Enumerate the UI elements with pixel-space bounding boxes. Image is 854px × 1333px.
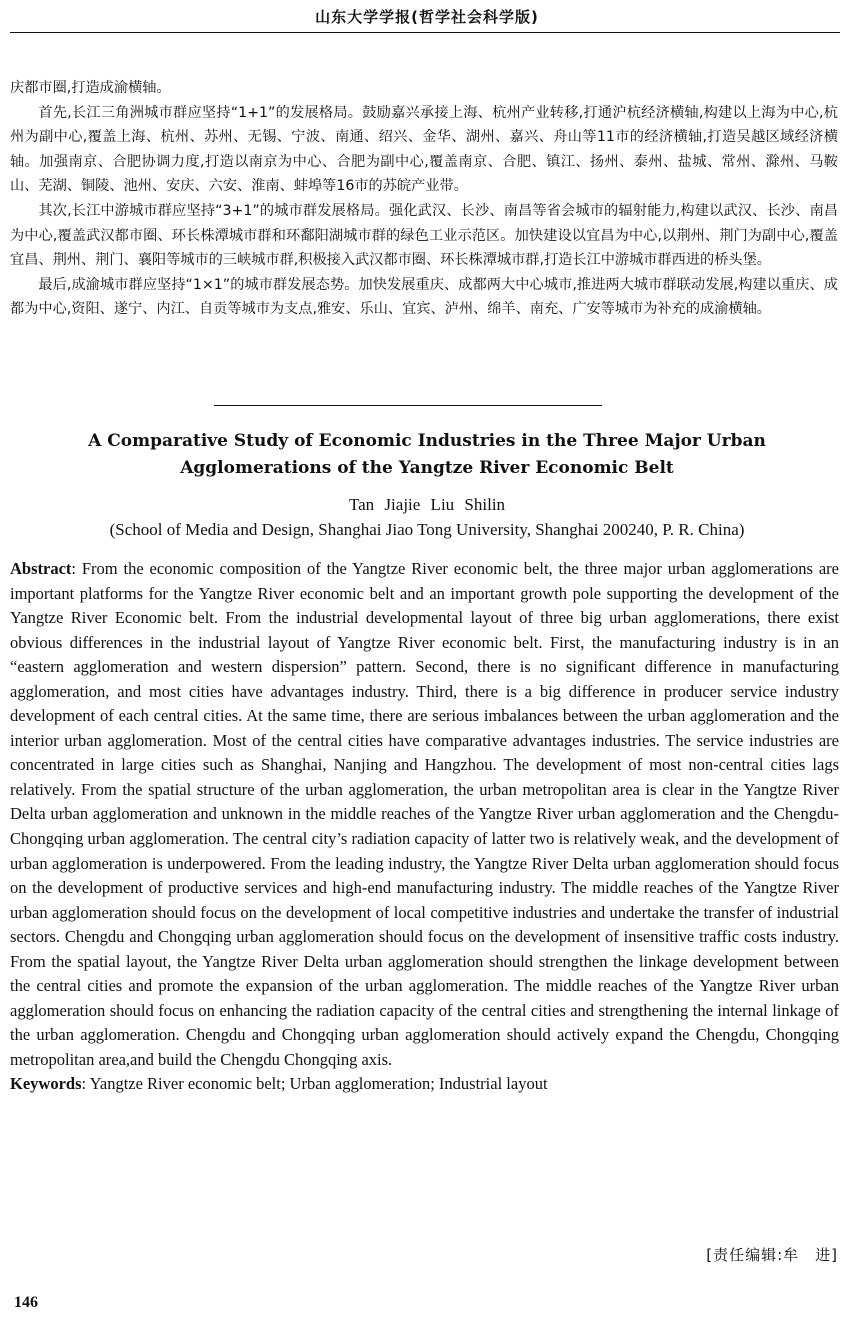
- keywords-text: Yangtze River economic belt; Urban agglomeration; Industrial layout: [89, 1074, 548, 1094]
- english-title-line-1: A Comparative Study of Economic Industries in the Three Major Urban: [88, 431, 766, 451]
- paragraph-yangtze-delta: 首先,长江三角洲城市群应坚持“1+1”的发展格局。鼓励嘉兴承接上海、杭州产业转移,打通沪杭经济横轴,构建以上海为中心,杭州为副中心,覆盖上海、杭州、苏州、无锡、宁波、南通、绍兴、金华、湖州、嘉兴、舟山等11市的经济横轴,打造吴越区域经济横轴。加强南京、合肥协调力度,打造以南京为中心、合肥为副中心,覆盖南京、合肥、镇江、扬州、泰州、盐城、常州、滁州、马鞍山、芜湖、铜陵、池州、安庆、六安、淮南、蚌埠等16市的苏皖产业带。: [10, 104, 838, 195]
- authors: Tan Jiajie Liu Shilin: [348, 495, 506, 514]
- paragraph-chengdu-chongqing: 最后,成渝城市群应坚持“1×1”的城市群发展态势。加快发展重庆、成都两大中心城市,推进两大城市群联动发展,构建以重庆、成都为中心,资阳、遂宁、内江、自贡等城市为支点,雅安、乐山、宜宾、泸州、绵羊、南充、广安等城市为补充的成渝横轴。: [10, 276, 838, 318]
- affiliation: (School of Media and Design, Shanghai Jiao Tong University, Shanghai 200240, P. R. China): [109, 520, 745, 539]
- running-head: 山东大学学报(哲学社会科学版): [315, 8, 539, 26]
- keywords-paragraph: [10, 1072, 839, 1097]
- abstract-text: From the economic composition of the Yangtze River economic belt, the three major urban agglomerations are important platforms for the Yangtze River economic belt and an important growth pole supporting the development of the Yangtze River Economic belt. From the industrial developmental layout of three big urban agglomerations, there exist obvious differences in the industrial layout of Yangtze River economic belt. First, the manufacturing industry is in an “eastern agglomeration and western dispersion” pattern. Second, there is no significant difference in manufacturing agglomeration, and most cities have advantages industry. Third, there is a big difference in producer service industry development of each central cities. At the same time, there are serious imbalances between the urban agglomeration and the interior urban agglomeration. Most of the central cities have comparative advantages industries. The service industries are concentrated in large cities such as Shanghai, Nanjing and Hangzhou. The development of most non-central cities lags relatively. From the spatial structure of the urban agglomeration, the urban metropolitan area is clear in the Yangtze River Delta urban agglomeration and unknown in the middle reaches of the Yangtze River urban agglomeration and the Chengdu-Chongqing urban agglomeration. The central city’s radiation capacity of latter two is relatively weak, and the development of urban agglomeration is underpowered. From the leading industry, the Yangtze River Delta urban agglomeration should focus on the development of productive services and high-end manufacturing industry. The middle reaches of the Yangtze River urban agglomeration should focus on the development of local competitive industries and undertake the transfer of industrial sectors. Chengdu and Chongqing urban agglomeration should focus on the development of insensitive traffic costs industry. From the spatial layout, the Yangtze River Delta urban agglomeration should strengthen the linkage development between the central cities and promote the expansion of the urban agglomeration. The middle reaches of the Yangtze River urban agglomeration should focus on enhancing the radiation capacity of the central cities and strengthening the internal linkage of the urban agglomeration. Chengdu and Chongqing urban agglomeration should actively expand the Chengdu, Chongqing metropolitan area,and build the Chengdu Chongqing axis.: [10, 559, 839, 1069]
- section-divider: [214, 405, 602, 406]
- keywords-separator: :: [81, 1074, 90, 1094]
- abstract-label: Abstract: [10, 559, 72, 578]
- abstract-separator: :: [71, 559, 82, 578]
- english-title-line-2: Agglomerations of the Yangtze River Economic Belt: [180, 458, 674, 478]
- english-title: [20, 428, 834, 482]
- responsible-editor-note: [责任编辑:牟 进]: [706, 1246, 838, 1264]
- chinese-body-text: [10, 76, 838, 322]
- paragraph-middle-reaches: 其次,长江中游城市群应坚持“3+1”的城市群发展格局。强化武汉、长沙、南昌等省会城市的辐射能力,构建以武汉、长沙、南昌为中心,覆盖武汉都市圈、环长株潭城市群和环鄱阳湖城市群的绿色工业示范区。加快建设以宜昌为中心,以荆州、荆门为副中心,覆盖宜昌、荆州、荆门、襄阳等城市的三峡城市群,积极接入武汉都市圈、环长株潭城市群,打造长江中游城市群西进的桥头堡。: [10, 202, 838, 269]
- paragraph-continuation: 庆都市圈,打造成渝横轴。: [10, 80, 171, 96]
- header-rule: [10, 32, 840, 33]
- abstract-block: [10, 557, 839, 1097]
- page-number: 146: [14, 1294, 38, 1311]
- abstract-paragraph: [10, 557, 839, 1072]
- keywords-label: Keywords: [10, 1074, 82, 1094]
